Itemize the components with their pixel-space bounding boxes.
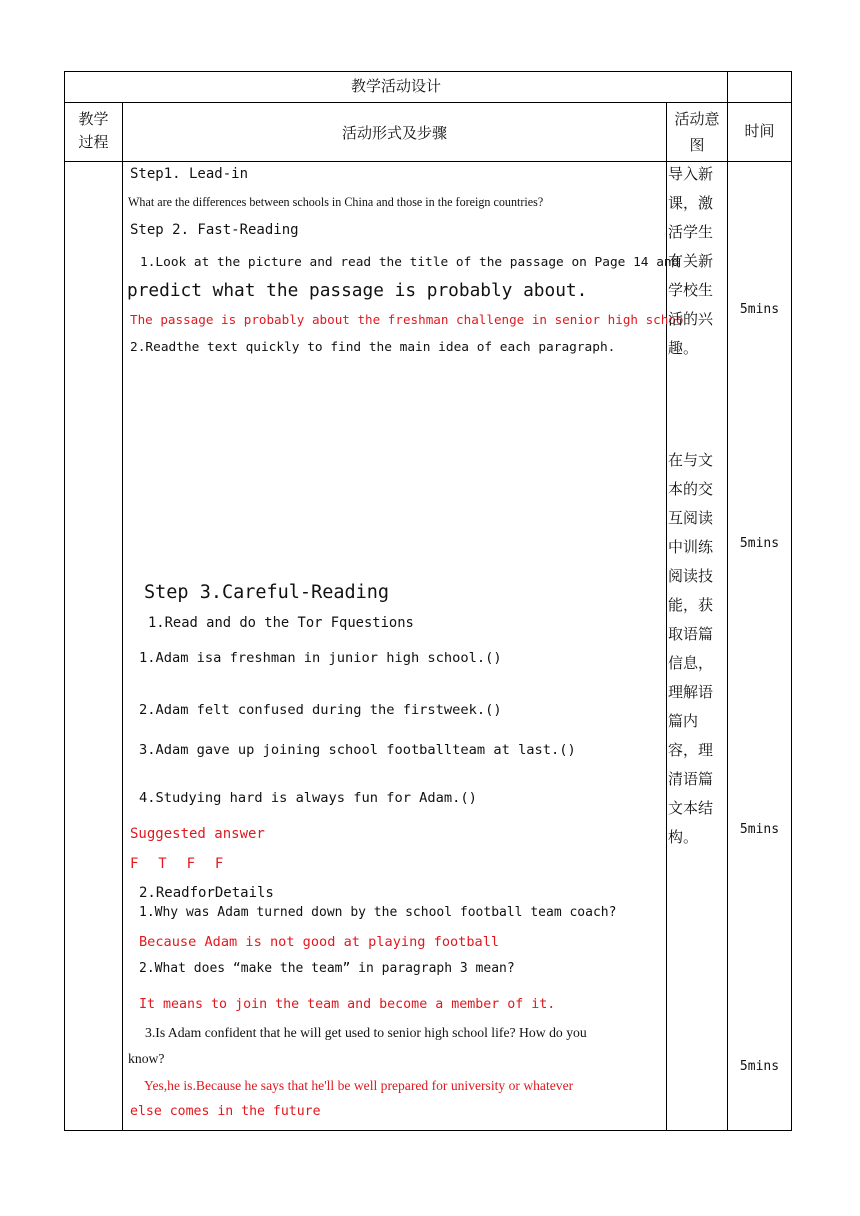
step2-title: Step 2. Fast-Reading <box>130 222 299 238</box>
detail-question-2: 2.What does “make the team” in paragraph 3 mean? <box>139 961 515 976</box>
table-rule-header <box>64 102 792 103</box>
col-header-activity: 活动形式及步骤 <box>341 124 447 142</box>
col-header-process <box>65 108 122 154</box>
col-header-purpose <box>667 106 727 158</box>
step2-answer: The passage is probably about the freshman challenge in senior high schoo <box>130 312 684 327</box>
step2-item1-line2: predict what the passage is probably about. <box>127 280 588 301</box>
tf-question-4: 4.Studying hard is always fun for Adam.() <box>139 790 477 806</box>
table-border-left <box>64 71 65 1131</box>
suggested-answer-label: Suggested answer <box>130 826 265 842</box>
step1-title: Step1. Lead-in <box>130 166 249 182</box>
detail-question-3-line2: know? <box>128 1051 165 1066</box>
table-title: 教学活动设计 <box>350 77 441 95</box>
suggested-answer-values: F T F F <box>130 856 225 872</box>
col-header-purpose-line1: 活动意 <box>674 110 720 128</box>
col-divider-process <box>122 102 123 1131</box>
tf-question-1: 1.Adam isa freshman in junior high school.() <box>139 650 502 666</box>
col-header-process-line2: 过程 <box>78 133 109 151</box>
step3-title: Step 3.Careful-Reading <box>144 582 390 603</box>
step1-question: What are the differences between schools in China and those in the foreign countries? <box>128 195 544 209</box>
step2-item2: 2.Readthe text quickly to find the main idea of each paragraph. <box>130 340 616 355</box>
detail-answer-2: It means to join the team and become a member of it. <box>139 997 556 1012</box>
tf-question-2: 2.Adam felt confused during the firstweek.() <box>139 702 502 718</box>
detail-question-1: 1.Why was Adam turned down by the school football team coach? <box>139 905 617 920</box>
time-2: 5mins <box>739 536 780 551</box>
table-border-top <box>64 71 792 72</box>
detail-question-3-line1: 3.Is Adam confident that he will get used to senior high school life? How do you <box>145 1025 587 1040</box>
time-3: 5mins <box>739 822 780 837</box>
time-1: 5mins <box>739 302 780 317</box>
purpose-text-2: 在与文本的交互阅读中训练阅读技能，获取语篇信息，理解语篇内容，理清语篇文本结构。 <box>668 451 714 846</box>
time-4: 5mins <box>739 1059 780 1074</box>
detail-answer-1: Because Adam is not good at playing football <box>139 934 500 950</box>
col-divider-purpose <box>727 71 728 1131</box>
step3-sub2: 2.ReadforDetails <box>139 885 274 901</box>
step2-item1-line1: 1.Look at the picture and read the title of the passage on Page 14 and <box>140 255 680 270</box>
detail-answer-3-line2: else comes in the future <box>130 1104 321 1119</box>
tf-question-3: 3.Adam gave up joining school footballteam at last.() <box>139 742 576 758</box>
detail-answer-3-line1: Yes,he is.Because he says that he'll be well prepared for university or whatever <box>144 1078 574 1093</box>
col-header-time: 时间 <box>744 122 775 140</box>
purpose-text-1: 导入新课，激活学生有关新学校生活的兴趣。 <box>668 165 714 357</box>
col-header-purpose-line2: 图 <box>689 136 705 154</box>
table-border-right <box>791 71 792 1131</box>
col-header-process-line1: 教学 <box>78 110 109 128</box>
table-border-bottom <box>64 1130 792 1131</box>
step3-sub1: 1.Read and do the Tor Fquestions <box>148 615 414 631</box>
